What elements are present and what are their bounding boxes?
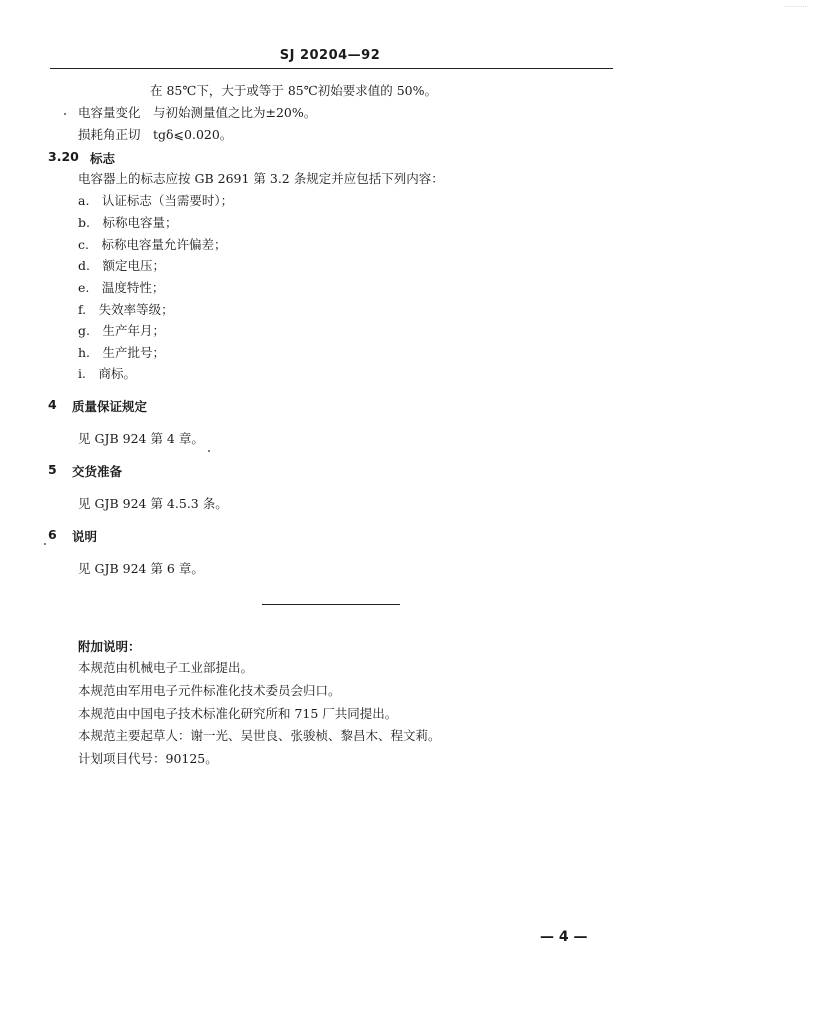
section-title-notes: 说明 xyxy=(72,529,98,544)
list-item: c. 标称电容量允许偏差； xyxy=(78,237,227,252)
separator-rule xyxy=(262,604,400,605)
scan-speck xyxy=(208,450,210,452)
section-5-body: 见 GJB 924 第 4.5.3 条。 xyxy=(78,496,228,511)
note-line: 本规范由机械电子工业部提出。 xyxy=(78,660,254,675)
section-title-marking: 标志 xyxy=(90,151,116,166)
text-line-temperature: 在 85℃下，大于或等于 85℃初始要求值的 50%。 xyxy=(150,83,437,98)
list-item: f. 失效率等级； xyxy=(78,302,174,317)
list-item: e. 温度特性； xyxy=(78,280,165,295)
list-item: h. 生产批号； xyxy=(78,345,166,360)
section-title-delivery-preparation: 交货准备 xyxy=(72,464,123,479)
page-number: — 4 — xyxy=(540,929,588,945)
scan-speck xyxy=(44,543,46,545)
additional-notes-title: 附加说明： xyxy=(78,639,141,654)
text-line-capacitance-change: 电容量变化 与初始测量值之比为±20%。 xyxy=(78,105,317,120)
section-number-6: 6 xyxy=(48,527,57,542)
scan-corner-mark: ············ xyxy=(783,4,809,10)
text-line-loss-tangent: 损耗角正切 tgδ⩽0.020。 xyxy=(78,127,233,142)
note-line: 计划项目代号：90125。 xyxy=(78,751,218,766)
note-line: 本规范主要起草人：谢一光、吴世良、张骏桢、黎昌木、程文莉。 xyxy=(78,728,441,743)
list-item: a. 认证标志（当需要时）； xyxy=(78,193,234,208)
list-item: i. 商标。 xyxy=(78,366,136,381)
list-item: b. 标称电容量； xyxy=(78,215,178,230)
section-number-5: 5 xyxy=(48,462,57,477)
section-4-body: 见 GJB 924 第 4 章。 xyxy=(78,431,204,446)
section-number-4: 4 xyxy=(48,397,57,412)
scan-speck xyxy=(64,113,66,115)
list-item: d. 额定电压； xyxy=(78,258,165,273)
header-rule xyxy=(50,68,613,69)
note-line: 本规范由中国电子技术标准化研究所和 715 厂共同提出。 xyxy=(78,706,398,721)
marking-intro: 电容器上的标志应按 GB 2691 第 3.2 条规定并应包括下列内容： xyxy=(78,171,444,186)
document-header: SJ 20204—92 xyxy=(279,48,381,63)
section-6-body: 见 GJB 924 第 6 章。 xyxy=(78,561,204,576)
section-title-quality-assurance: 质量保证规定 xyxy=(72,399,148,414)
section-number-3-20: 3.20 xyxy=(48,149,79,164)
note-line: 本规范由军用电子元件标准化技术委员会归口。 xyxy=(78,683,341,698)
list-item: g. 生产年月； xyxy=(78,323,165,338)
